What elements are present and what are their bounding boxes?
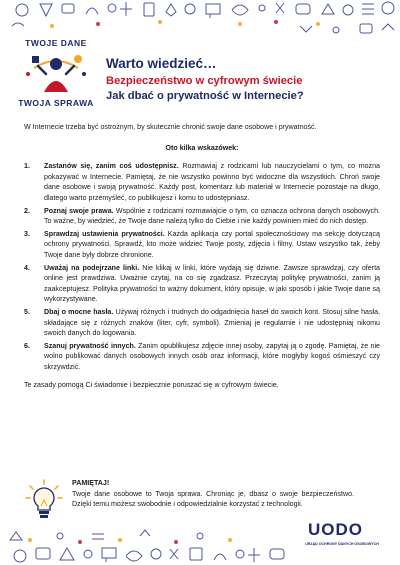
page-subtitle-red: Bezpieczeństwo w cyfrowym świecie <box>106 75 303 87</box>
logo-text-top: TWOJE DANE <box>25 38 87 48</box>
list-item <box>24 263 380 305</box>
list-item-text: Nie klikaj w linki, które wydają się dziwne. Zawsze sprawdzaj, czy oferta online jest prawdziwa. Uważnie czytaj, na co się zgadzasz. Przeczytaj politykę prywatności, zanim ją zaakceptujesz. Polityka prywatności to ważny dokument, który opisuje, w jaki sposób i jakie Twoje dane są wykorzystywane. <box>44 263 380 304</box>
list-item <box>24 206 380 227</box>
logo-text-bottom: TWOJA SPRAWA <box>18 98 94 108</box>
tips-heading: Oto kilka wskazówek: <box>165 143 239 152</box>
list-item-number: 3. <box>24 229 30 238</box>
page-title: Warto wiedzieć… <box>106 56 217 71</box>
list-item-text: Rozmawiaj z rodzicami lub nauczycielami o tym, co można pokazywać w Internecie. Pamiętaj, że nie wszystko powinno być widoczne dla wszystkich. Chroń swoje dane osobowe i swoją prywatność. Każdy post, komentarz lub materiał w Internecie pozostaje na długo, dlatego warto przemyśleć, co publikujesz i komu to udostępniasz. <box>44 162 380 202</box>
list-item-lead: Sprawdzaj ustawienia prywatności. <box>44 229 165 238</box>
twoje-dane-logo <box>14 34 98 112</box>
list-item-number: 2. <box>24 206 30 215</box>
list-item-lead: Zastanów się, zanim coś udostępnisz. <box>44 162 179 171</box>
list-item <box>24 307 380 339</box>
uodo-logo-subtitle: URZĄD OCHRONY DANYCH OSOBOWYCH <box>305 542 379 546</box>
list-item-lead: Uważaj na podejrzane linki. <box>44 263 140 272</box>
list-item-number: 6. <box>24 341 30 350</box>
list-item-lead: Szanuj prywatność innych. <box>44 341 136 350</box>
list-item <box>24 229 380 261</box>
lightbulb-icon <box>24 478 64 522</box>
outro-text: Te zasady pomogą Ci świadomie i bezpiecznie poruszać się w cyfrowym świecie. <box>24 381 279 390</box>
list-item-text: Używaj różnych i trudnych do odgadnięcia haseł do swoich kont. Stosuj silne hasła, składające się z różnych znaków (liter, cyfr, symboli). Zmieniaj je regularnie i nie udostępniaj nikomu swoich danych do logowania. <box>44 307 380 338</box>
list-item-lead: Poznaj swoje prawa. <box>44 206 114 215</box>
remember-text <box>72 478 354 510</box>
list-item-text: Wspólnie z rodzicami rozmawiajcie o tym, co oznacza ochrona danych osobowych. To ważne, by wiedzieć, że Twoje dane należą tylko do Ciebie i nie każdy powinien mieć do nich dostęp. <box>44 206 380 226</box>
header <box>106 56 396 102</box>
remember-title: PAMIĘTAJ! <box>72 479 110 487</box>
tips-list <box>24 161 380 372</box>
page-subtitle-blue: Jak dbać o prywatność w Internecie? <box>106 90 304 102</box>
list-item <box>24 341 380 373</box>
uodo-logo-letters: UODO <box>308 520 363 539</box>
intro-text: W Internecie trzeba być ostrożnym, by skutecznie chronić swoje dane osobowe i prywatność. <box>24 123 317 131</box>
list-item-text: Każda aplikacja czy portal społecznościowy ma sekcję dotyczącą ochrony prywatności. Sprawdź, kto może widzieć Twoje posty, zdjęcia i filmy. Ustaw wszystko tak, żeby Twoje dane były dobrze chronione. <box>44 229 380 259</box>
list-item-number: 4. <box>24 263 30 272</box>
uodo-logo <box>302 520 382 554</box>
list-item-number: 5. <box>24 307 30 316</box>
remember-body: Twoje dane osobowe to Twoja sprawa. Chroniąc je, dbasz o swoje bezpieczeństwo. Dzięki temu możesz swobodnie i odpowiedzialnie korzystać z technologii. <box>72 489 354 509</box>
main-content <box>24 122 380 391</box>
list-item-number: 1. <box>24 162 30 171</box>
list-item-lead: Dbaj o mocne hasła. <box>44 307 114 316</box>
list-item-text: Zanim opublikujesz zdjęcie innej osoby, zapytaj ją o zgodę. Pamiętaj, że nie wolno publikować danych osobowych innych osób oraz informacji, które mogłyby kogoś ośmieszyć czy skrzywdzić. <box>44 341 380 371</box>
list-item <box>24 161 380 203</box>
